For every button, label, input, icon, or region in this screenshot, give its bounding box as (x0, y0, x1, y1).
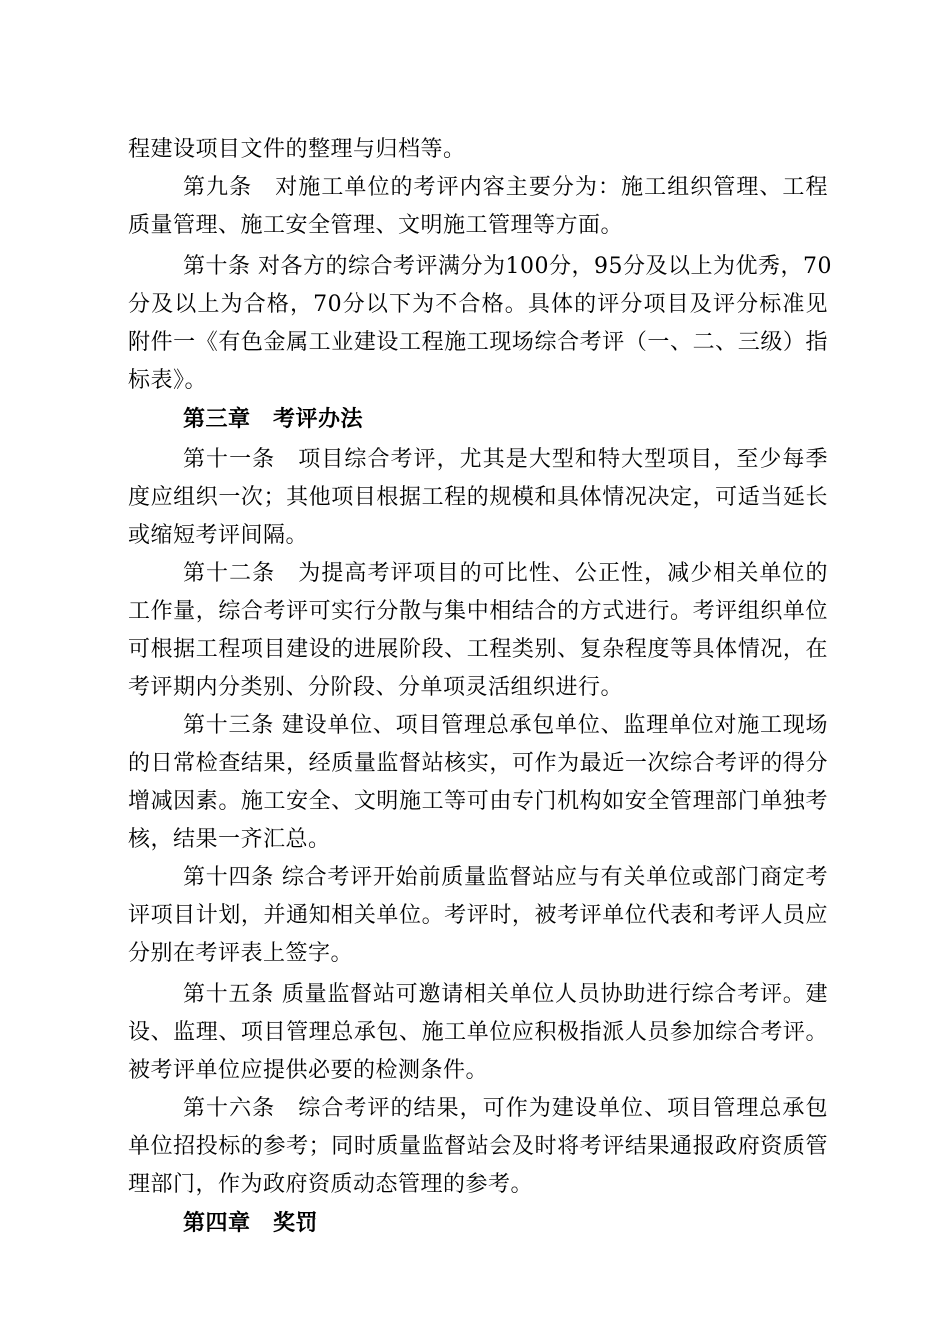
text-line: 增减因素。施工安全、文明施工等可由专门机构如安全管理部门单独考 (128, 789, 828, 814)
text-line: 设、监理、项目管理总承包、施工单位应积极指派人员参加综合考评。 (128, 1020, 828, 1045)
chapter-4-heading: 第四章 奖罚 (183, 1210, 319, 1236)
text-line: 评项目计划，并通知相关单位。考评时，被考评单位代表和考评人员应 (128, 903, 828, 928)
text-line: 标表》。 (128, 368, 208, 393)
text-line: 单位招投标的参考；同时质量监督站会及时将考评结果通报政府资质管 (128, 1134, 828, 1159)
article-12-line: 第十二条 为提高考评项目的可比性、公正性，减少相关单位的 (183, 561, 828, 586)
text-line: 工作量，综合考评可实行分散与集中相结合的方式进行。考评组织单位 (128, 599, 828, 624)
text-line: 被考评单位应提供必要的检测条件。 (128, 1058, 489, 1083)
article-10-line: 第十条 对各方的综合考评满分为100分，95分及以上为优秀，70 (183, 254, 832, 279)
text-line: 程建设项目文件的整理与归档等。 (128, 137, 466, 162)
article-9-line: 第九条 对施工单位的考评内容主要分为：施工组织管理、工程 (183, 175, 828, 200)
article-13-line: 第十三条 建设单位、项目管理总承包单位、监理单位对施工现场 (183, 713, 828, 738)
article-16-line: 第十六条 综合考评的结果，可作为建设单位、项目管理总承包 (183, 1096, 828, 1121)
text-line: 或缩短考评间隔。 (128, 523, 309, 548)
article-11-line: 第十一条 项目综合考评，尤其是大型和特大型项目，至少每季 (183, 447, 828, 472)
text-line: 核，结果一齐汇总。 (128, 827, 331, 852)
text-line: 考评期内分类别、分阶段、分单项灵活组织进行。 (128, 675, 624, 700)
text-line: 质量管理、施工安全管理、文明施工管理等方面。 (128, 213, 624, 238)
text-line: 理部门，作为政府资质动态管理的参考。 (128, 1172, 534, 1197)
text-line: 可根据工程项目建设的进展阶段、工程类别、复杂程度等具体情况，在 (128, 637, 828, 662)
text-line: 附件一《有色金属工业建设工程施工现场综合考评（一、二、三级）指 (128, 330, 828, 355)
chapter-3-heading: 第三章 考评办法 (183, 406, 364, 432)
text-line: 的日常检查结果，经质量监督站核实，可作为最近一次综合考评的得分 (128, 751, 828, 776)
article-14-line: 第十四条 综合考评开始前质量监督站应与有关单位或部门商定考 (183, 865, 828, 890)
article-15-line: 第十五条 质量监督站可邀请相关单位人员协助进行综合考评。建 (183, 982, 828, 1007)
text-line: 分及以上为合格，70分以下为不合格。具体的评分项目及评分标准见 (128, 292, 828, 317)
text-line: 度应组织一次；其他项目根据工程的规模和具体情况决定，可适当延长 (128, 485, 828, 510)
text-line: 分别在考评表上签字。 (128, 941, 354, 966)
